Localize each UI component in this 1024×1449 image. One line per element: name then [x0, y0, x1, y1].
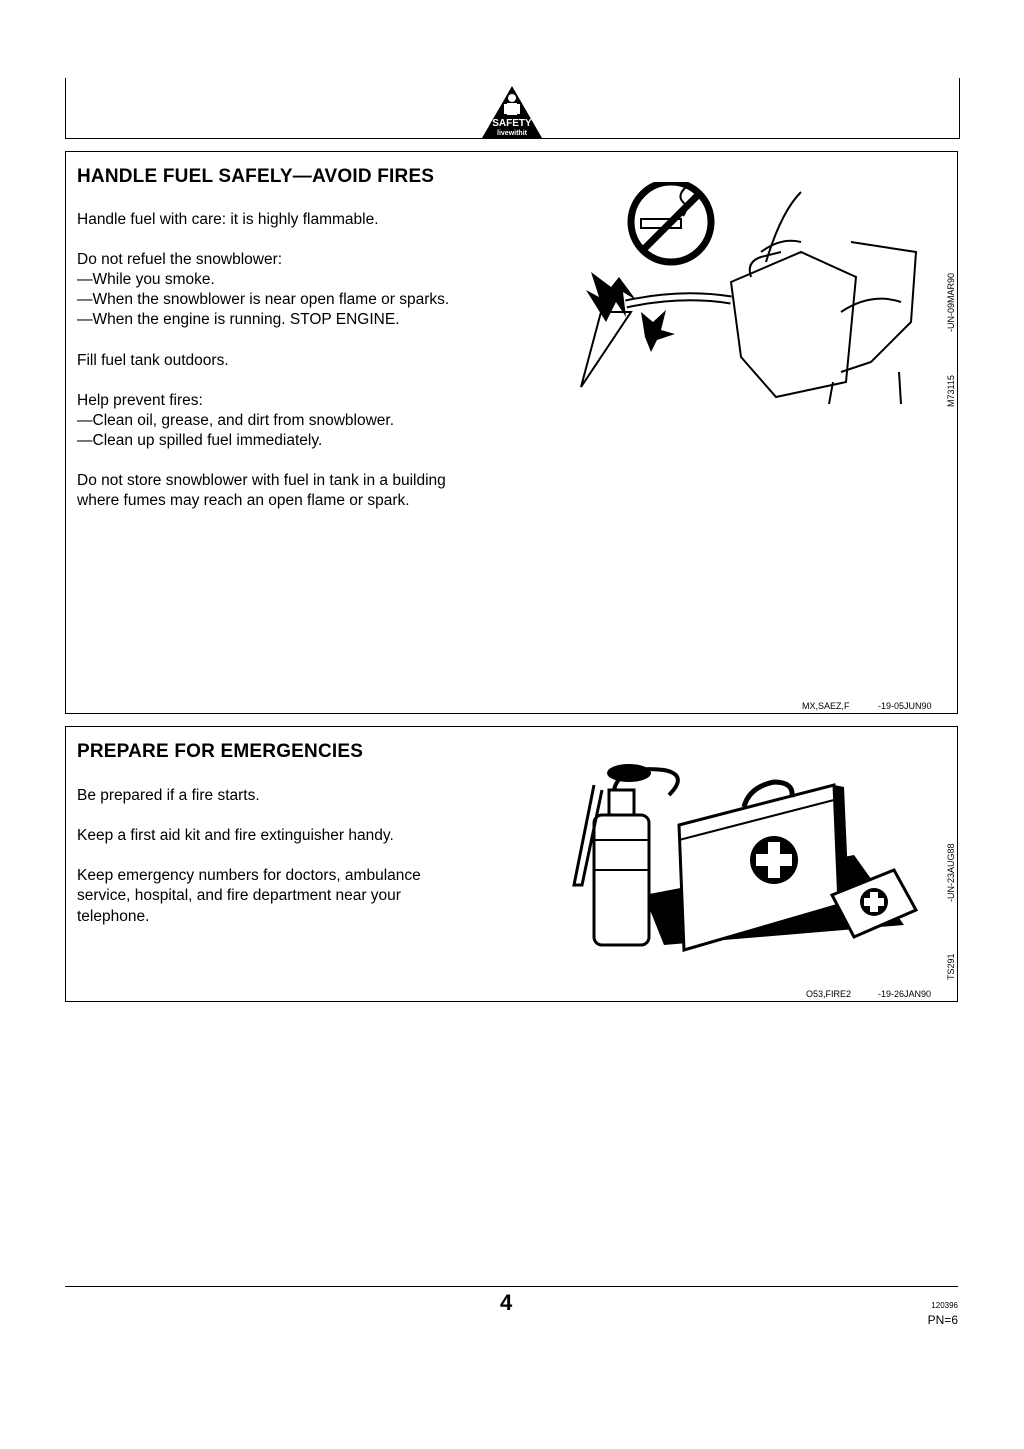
image-code: M73115: [946, 375, 956, 407]
footer-rule: [65, 1286, 958, 1287]
paragraph: Keep emergency numbers for doctors, ambulance service, hospital, and fire department near your telephone.: [77, 867, 421, 925]
footer-date: -19-05JUN90: [878, 701, 932, 711]
footer-code: O53,FIRE2: [806, 989, 852, 999]
section-emergencies: [65, 726, 958, 1002]
section-title: HANDLE FUEL SAFELY—AVOID FIRES: [77, 166, 435, 187]
refueling-illustration: [571, 182, 931, 412]
safety-alert-icon: [480, 84, 544, 140]
page-number: 4: [500, 1290, 513, 1315]
section-fuel-safety: [65, 151, 958, 714]
section-body: [77, 786, 517, 947]
footer-code: MX,SAEZ,F: [802, 701, 850, 711]
no-smoking-icon: [631, 182, 711, 262]
footer-date: -19-26JAN90: [878, 989, 932, 999]
paragraph: Fill fuel tank outdoors.: [77, 351, 229, 369]
safety-logo-line1: SAFETY: [492, 118, 532, 129]
paragraph: Do not store snowblower with fuel in tank in a building where fumes may reach an open flame or spark.: [77, 472, 446, 510]
image-code: TS291: [946, 953, 956, 980]
paragraph: Do not refuel the snowblower: —While you smoke. —When the snowblower is near open flame or sparks. —When the engine is running. STOP ENGINE.: [77, 251, 450, 329]
safety-logo-line2: livewithit: [497, 130, 527, 137]
image-code: -UN-23AUG88: [946, 843, 956, 902]
paragraph: Help prevent fires: —Clean oil, grease, and dirt from snowblower. —Clean up spilled fuel immediately.: [77, 391, 395, 450]
paragraph: Handle fuel with care: it is highly flammable.: [77, 211, 379, 228]
image-code: -UN-09MAR90: [946, 272, 956, 332]
document-code: 120396: [931, 1301, 958, 1310]
paragraph: Be prepared if a fire starts.: [77, 787, 260, 804]
emergency-kit-illustration: [554, 745, 924, 955]
section-body: [77, 210, 517, 532]
page-ref: PN=6: [927, 1313, 958, 1327]
paragraph: Keep a first aid kit and fire extinguisher handy.: [77, 827, 394, 845]
section-title: PREPARE FOR EMERGENCIES: [77, 741, 364, 762]
